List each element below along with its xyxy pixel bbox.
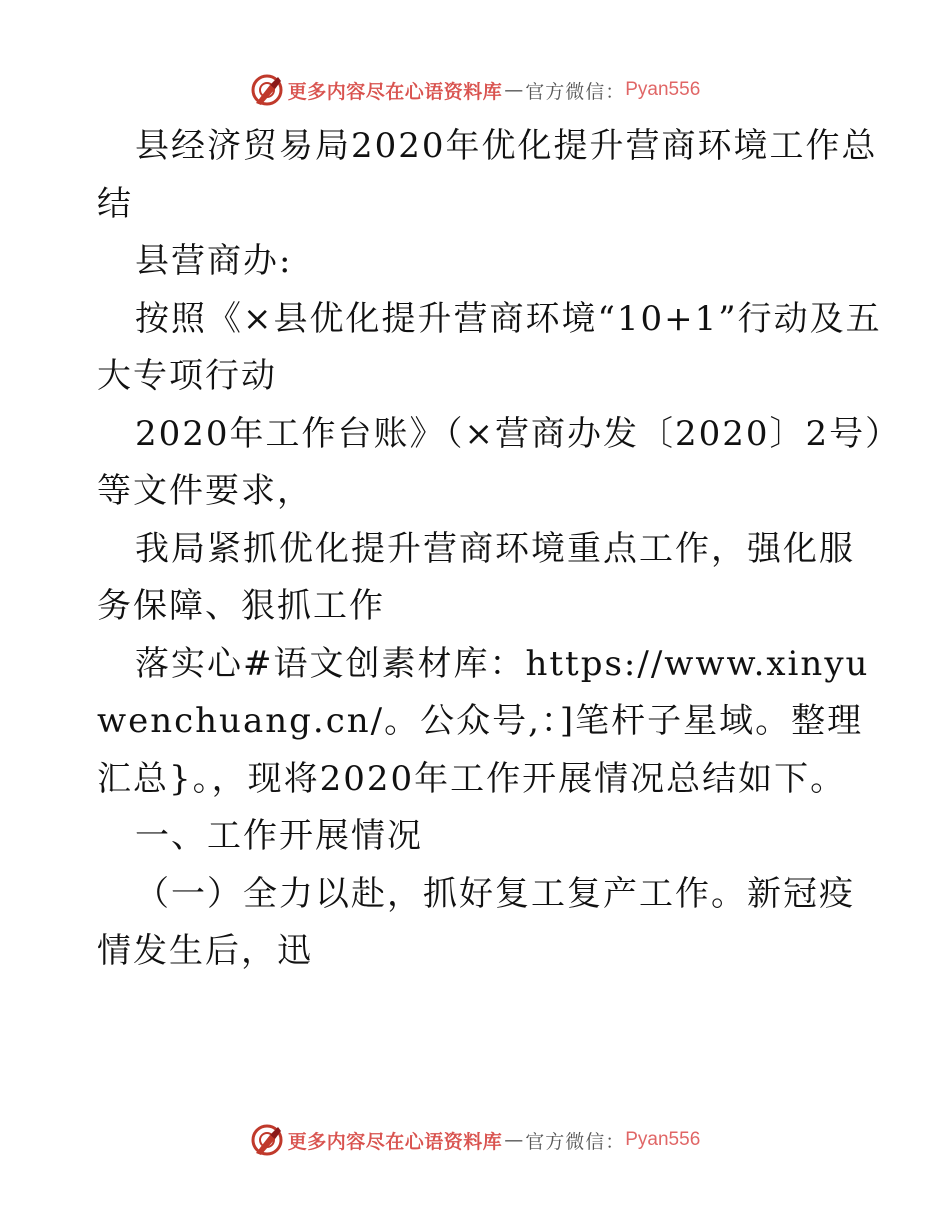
paragraph-5: （一）全力以赴，抓好复工复产工作。新冠疫情发生后，迅 bbox=[97, 873, 855, 971]
document-salutation: 县营商办: bbox=[135, 241, 293, 281]
watermark-wechat-id: Pyan556 bbox=[625, 1129, 701, 1150]
watermark-wechat-label: 官方微信： bbox=[525, 80, 626, 103]
document-body bbox=[97, 118, 887, 981]
watermark-text: 更多内容尽在心语资料库 bbox=[287, 80, 503, 103]
watermark-wechat-label: 官方微信： bbox=[525, 1130, 626, 1153]
paragraph-4: 落实心#语文创素材库：https://www.xinyuwenchuang.cn/。公众号,：]笔杆子星域。整理汇总}。，现将2020年工作开展情况总结如下。 bbox=[97, 643, 870, 799]
section-heading: 一、工作开展情况 bbox=[135, 816, 423, 856]
paragraph-1: 按照《×县优化提升营商环境“10+1”行动及五大专项行动 bbox=[97, 298, 882, 396]
paragraph-2: 2020年工作台账》（×营商办发〔2020〕2号）等文件要求， bbox=[97, 413, 885, 511]
paragraph-3: 我局紧抓优化提升营商环境重点工作，强化服务保障、狠抓工作 bbox=[97, 528, 855, 626]
pen-logo-icon bbox=[250, 73, 284, 107]
watermark-text: 更多内容尽在心语资料库 bbox=[287, 1130, 503, 1153]
header-watermark bbox=[0, 70, 950, 110]
pen-logo-icon bbox=[250, 1123, 284, 1157]
footer-watermark bbox=[0, 1120, 950, 1160]
watermark-dash: — bbox=[504, 1129, 524, 1151]
watermark-wechat-id: Pyan556 bbox=[625, 79, 701, 100]
document-title: 县经济贸易局2020年优化提升营商环境工作总结 bbox=[97, 126, 878, 224]
watermark-dash: — bbox=[504, 79, 524, 101]
